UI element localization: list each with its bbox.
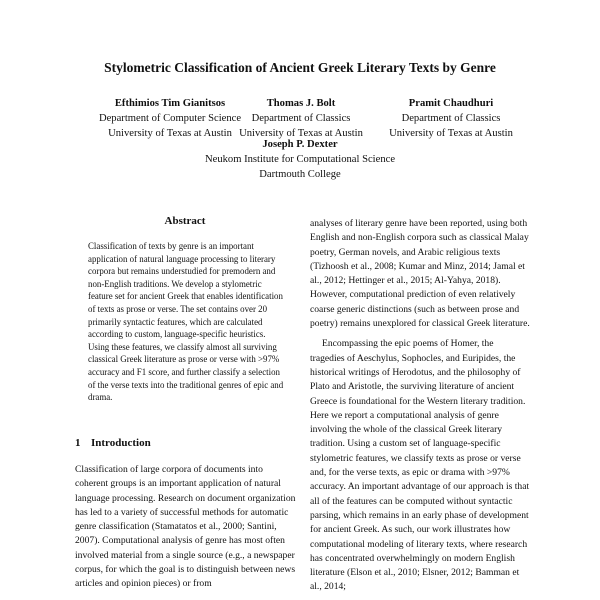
section-number: 1 <box>75 437 81 449</box>
author-name: Thomas J. Bolt <box>266 98 336 109</box>
author-block <box>228 96 374 141</box>
author-name: Joseph P. Dexter <box>262 139 338 150</box>
author-name: Efthimios Tim Gianitsos <box>114 98 226 109</box>
author-block <box>180 137 420 182</box>
section-heading <box>75 437 151 449</box>
section-title: Introduction <box>91 437 151 449</box>
author-institution: University of Texas at Austin <box>389 128 513 139</box>
body-paragraph: analyses of literary genre have been reported, using both English and non-English corpora such as classical Malay poetry, German novels, and Arabic religious texts (Tizhoosh et al., 2008; Kumar and Minz, 2014; Jamal et al., 2012; Hettinger et al., 2015; Al-Yahya, 2018). However, computational prediction of even relatively coarse generic distinctions (such as between prose and poetry) remains unexplored for classical Greek literature. <box>310 218 530 330</box>
abstract-text: Classification of texts by genre is an important application of natural language processing to literary corpora but remains understudied for premodern and non-English traditions. We develop a stylometric feature set for ancient Greek that enables identification of texts as prose or verse. The set contains over 20 primarily syntactic features, which are calculated according to custom, language-specific heuristics. Using these features, we classify almost all surviving classical Greek literature as prose or verse with >97% accuracy and F1 score, and further classify a selection of the verse texts into the traditional genres of epic and drama. <box>88 241 284 403</box>
author-block <box>378 96 524 141</box>
body-paragraph: Encompassing the epic poems of Homer, the tragedies of Aeschylus, Sophocles, and Euripides, the historical writings of Herodotus, and the philosophy of Plato and Aristotle, the surviving literature of ancient Greece is foundational for the Western literary tradition. Here we report a computational analysis of genre involving the whole of the classical Greek literary tradition. Using a custom set of language-specific stylometric features, we classify texts as prose or verse and, for the verse texts, as epic or drama with >97% accuracy. An important advantage of our approach is that all of the features can be computed without syntactic parsing, which remains in an early phase of development for ancient Greek. As such, our work illustrates how computational modeling of literary texts, where research has concentrated overwhelmingly on modern English literature (Elson et al., 2010; Elsner, 2012; Bamman et al., 2014; <box>310 338 530 593</box>
author-department: Department of Classics <box>401 113 501 124</box>
author-department: Neukom Institute for Computational Science <box>204 154 396 165</box>
author-department: Department of Classics <box>251 113 351 124</box>
paper-title: Stylometric Classification of Ancient Greek Literary Texts by Genre <box>104 60 496 75</box>
right-column <box>310 217 530 595</box>
author-department: Department of Computer Science <box>98 113 242 124</box>
author-institution: University of Texas at Austin <box>108 128 232 139</box>
author-name: Pramit Chaudhuri <box>408 98 494 109</box>
abstract-heading: Abstract <box>164 215 206 227</box>
author-institution: University of Texas at Austin <box>239 128 363 139</box>
author-institution: Dartmouth College <box>259 169 341 180</box>
intro-paragraph: Classification of large corpora of documents into coherent groups is an important application of natural language processing. Research on document organization has led to a variety of successful methods for automatic genre classification (Stamatatos et al., 2000; Santini, 2007). Computational analysis of genre has most often involved material from a single source (e.g., a newspaper corpus, for which the goal is to distinguish between news articles and opinion pieces) or from <box>75 464 296 590</box>
